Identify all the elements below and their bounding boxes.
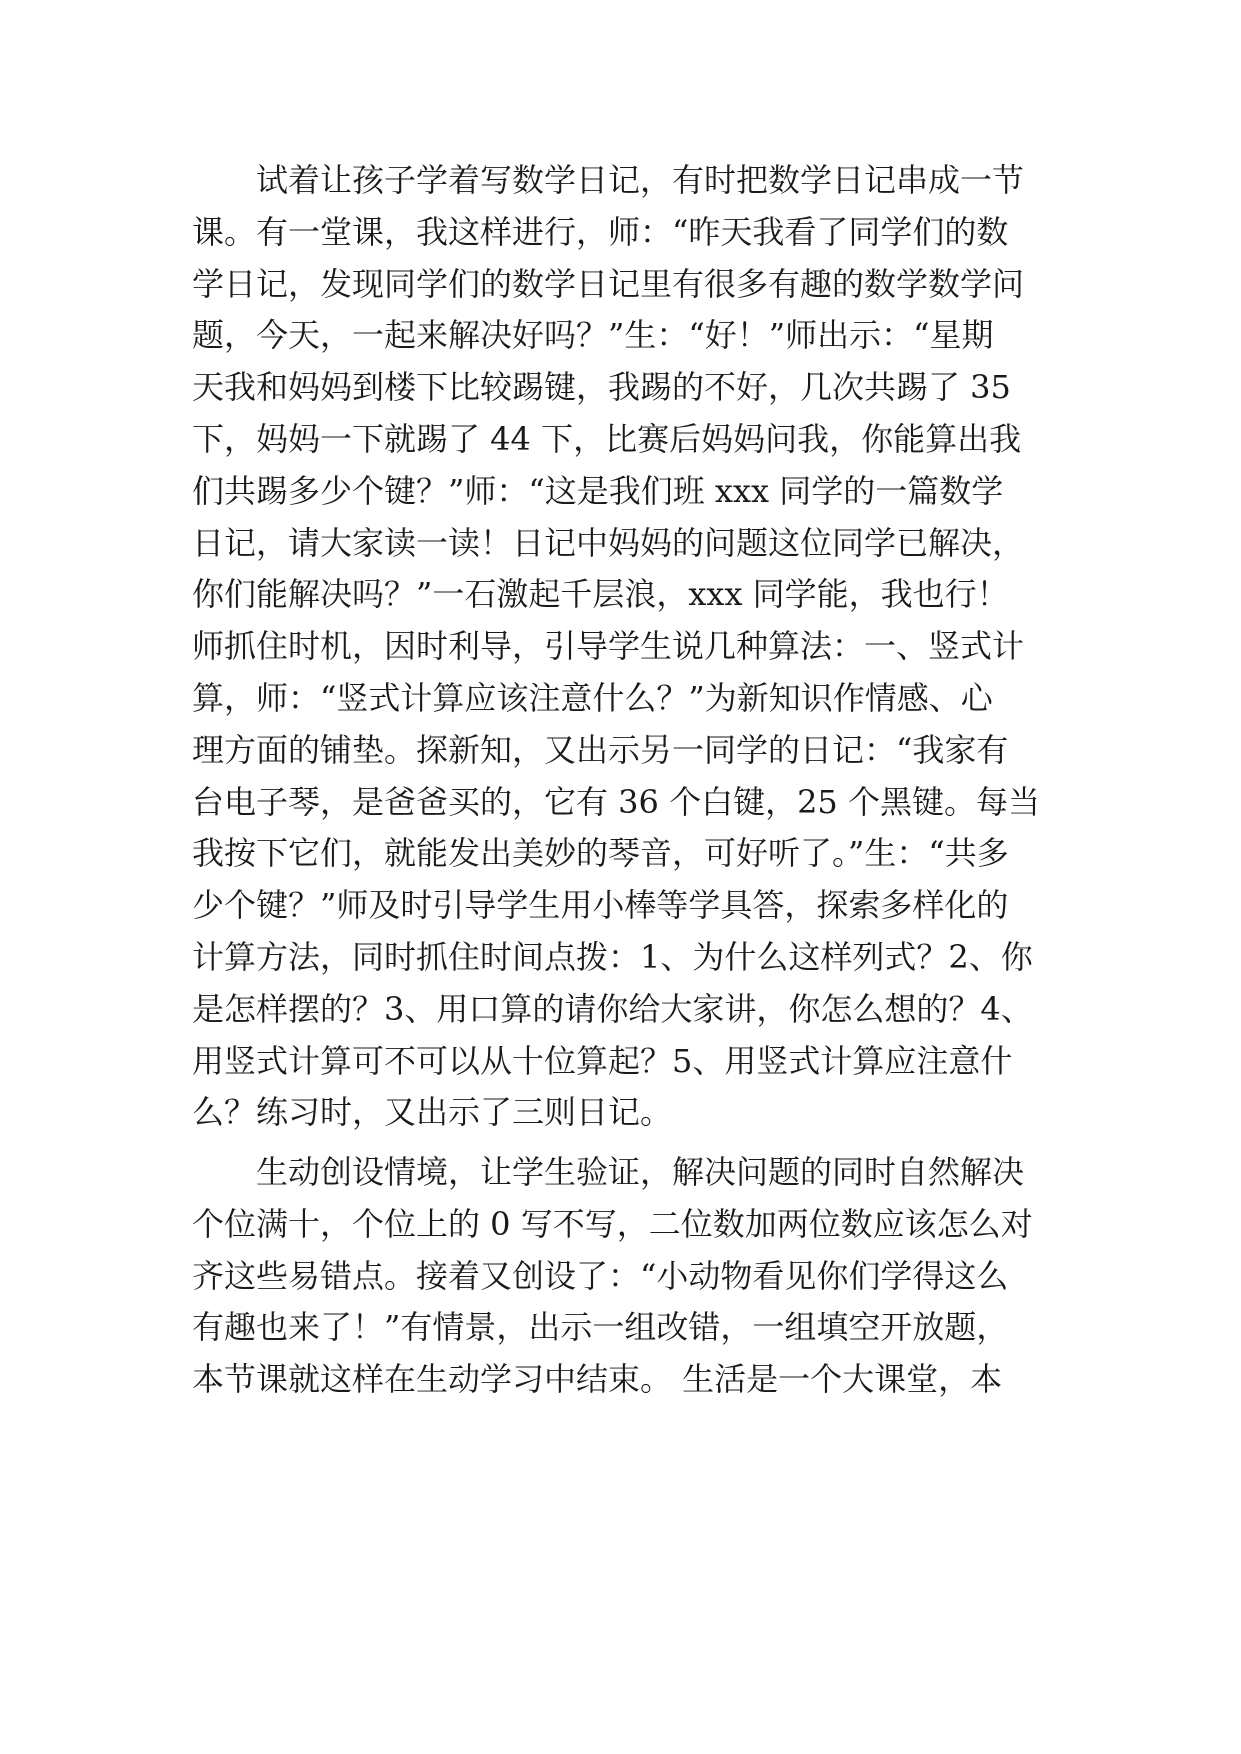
paragraph-1-line-8: 日记，请大家读一读！日记中妈妈的问题这位同学已解决， (192, 524, 1025, 562)
paragraph-2-line-5: 本节课就这样在生动学习中结束。 生活是一个大课堂，本 (192, 1360, 1003, 1398)
paragraph-1-line-2: 课。有一堂课，我这样进行，师：“昨天我看了同学们的数 (192, 213, 1009, 251)
paragraph-1-line-15: 少个键？”师及时引导学生用小棒等学具答，探索多样化的 (192, 886, 1009, 924)
paragraph-1-line-9: 你们能解决吗？”一石激起千层浪，xxx 同学能，我也行！ (192, 575, 1009, 613)
paragraph-1-line-1: 试着让孩子学着写数学日记，有时把数学日记串成一节 (256, 161, 1025, 199)
paragraph-1-line-3: 学日记，发现同学们的数学日记里有很多有趣的数学数学问 (192, 265, 1025, 303)
paragraph-1-line-5: 天我和妈妈到楼下比较踢键，我踢的不好，几次共踢了 35 (192, 368, 1011, 406)
paragraph-2-line-3: 齐这些易错点。接着又创设了：“小动物看见你们学得这么 (192, 1257, 1009, 1295)
paragraph-1-line-7: 们共踢多少个键？”师：“这是我们班 xxx 同学的一篇数学 (192, 472, 1004, 510)
paragraph-1-line-11: 算，师：“竖式计算应该注意什么？”为新知识作情感、心 (192, 679, 993, 717)
paragraph-2-line-4: 有趣也来了！”有情景，出示一组改错，一组填空开放题， (192, 1308, 1009, 1346)
paragraph-2-line-2: 个位满十，个位上的 0 写不写，二位数加两位数应该怎么对 (192, 1205, 1033, 1243)
paragraph-1-line-4: 题，今天，一起来解决好吗？”生：“好！”师出示：“星期 (192, 316, 994, 354)
paragraph-1-line-14: 我按下它们，就能发出美妙的琴音，可好听了。”生：“共多 (192, 834, 1009, 872)
paragraph-2-line-1: 生动创设情境，让学生验证，解决问题的同时自然解决 (256, 1153, 1025, 1191)
paragraph-1-line-13: 台电子琴，是爸爸买的，它有 36 个白键，25 个黑键。每当 (192, 783, 1040, 821)
paragraph-1-line-6: 下，妈妈一下就踢了 44 下，比赛后妈妈问我，你能算出我 (192, 420, 1022, 458)
paragraph-1-line-18: 用竖式计算可不可以从十位算起？5、用竖式计算应注意什 (192, 1042, 1013, 1080)
paragraph-1-line-19: 么？练习时，又出示了三则日记。 (192, 1093, 673, 1131)
paragraph-1-line-12: 理方面的铺垫。探新知，又出示另一同学的日记：“我家有 (192, 731, 1009, 769)
paragraph-1-line-10: 师抓住时机，因时利导，引导学生说几种算法：一、竖式计 (192, 627, 1025, 665)
paragraph-1-line-17: 是怎样摆的？3、用口算的请你给大家讲，你怎么想的？4、 (192, 990, 1033, 1028)
paragraph-1-line-16: 计算方法，同时抓住时间点拨：1、为什么这样列式？2、你 (192, 938, 1033, 976)
